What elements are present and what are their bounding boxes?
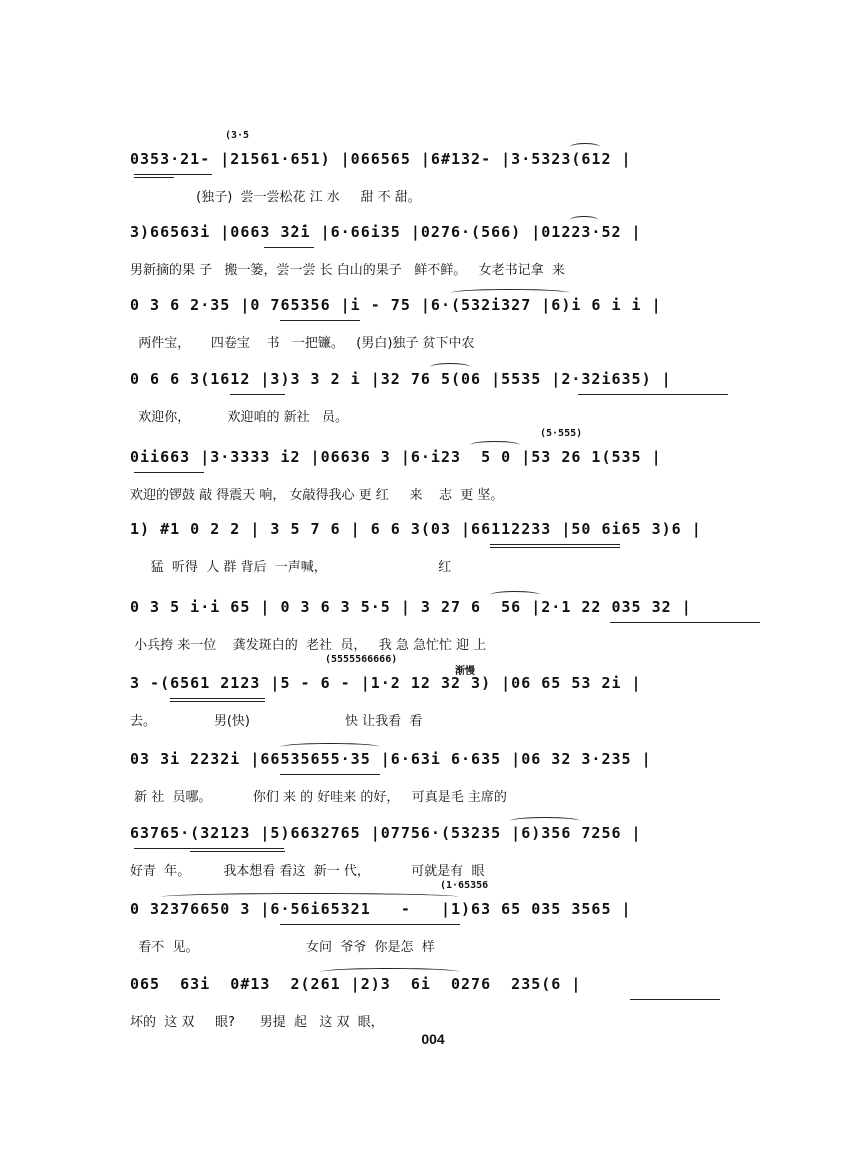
lyric-line: 欢迎你， 欢迎咱的 新社 员。 [130, 410, 348, 425]
score-system-12 [130, 975, 770, 1035]
page-number: 004 [421, 1031, 445, 1047]
notation-line: 3 -(6561 2123 |5 - 6 - |1·2 12 32 3) |06 65 53 2i | [130, 674, 642, 692]
beam-line [190, 851, 285, 852]
lyric-line: 欢迎的锣鼓 敲 得震天 响， 女敲得我心 更 红 来 志 更 坚。 [130, 488, 504, 503]
beam-line [170, 701, 265, 702]
notation-line: 065 63i 0#13 2(261 |2)3 6i 0276 235(6 | [130, 975, 582, 993]
score-system-10 [130, 824, 770, 884]
score-system-1 [130, 130, 770, 210]
notation-line: 0 3 5 i·i 65 | 0 3 6 3 5·5 | 3 27 6 56 |2·1 22 035 32 | [130, 598, 692, 616]
score-system-2 [130, 223, 770, 283]
lyric-line: 猛 听得 人 群 背后 一声喊， 红 [130, 560, 452, 575]
score-system-8 [130, 654, 770, 734]
notation-line: 0ii663 |3·3333 i2 |06636 3 |6·i23 5 0 |53 26 1(535 | [130, 448, 662, 466]
score-system-5 [130, 428, 770, 508]
system-1-annotation: (3·5 [225, 130, 250, 141]
score-system-6 [130, 520, 770, 580]
system-8-annotation: (5555566666) [325, 654, 398, 665]
notation-line: 1) #1 0 2 2 | 3 5 7 6 | 6 6 3(03 |66112233 |50 6i65 3)6 | [130, 520, 702, 538]
notation-line: 03 3i 2232i |66535655·35 |6·63i 6·635 |06 32 3·235 | [130, 750, 652, 768]
lyric-line: 看不 见。 女问 爷爷 你是怎 样 [130, 940, 435, 955]
score-system-9 [130, 750, 770, 810]
lyric-line: (独子) 尝一尝松花 江 水 甜 不 甜。 [130, 190, 421, 205]
system-8-tempo-mark: 渐慢 [455, 666, 475, 677]
score-system-7 [130, 598, 770, 658]
score-system-11 [130, 880, 770, 960]
lyric-line: 两件宝， 四卷宝 书 一把镰。 (男白)独子 贫下中农 [130, 336, 475, 351]
system-5-annotation: (5·555) [540, 428, 583, 439]
lyric-line: 好青 年。 我本想看 看这 新一 代， 可就是有 眼 [130, 864, 485, 879]
notation-line: 63765·(32123 |5)6632765 |07756·(53235 |6)356 7256 | [130, 824, 642, 842]
lyric-line: 男新摘的果 子 搬一篓，尝一尝 长 白山的果子 鲜不鲜。 女老书记拿 来 [130, 263, 565, 278]
lyric-line: 坏的 这 双 眼? 男提 起 这 双 眼， [130, 1015, 384, 1030]
system-11-annotation: (1·65356 [440, 880, 489, 891]
beam-line [134, 177, 174, 178]
lyric-line: 小兵挎 来一位 龚发斑白的 老社 员， 我 急 急忙忙 迎 上 [130, 638, 487, 653]
notation-line: 3)66563i |0663 3̇2̇i |6·66i35 |0276·(566) |01223·52 | [130, 223, 642, 241]
notation-line: 0 32376650 3 |6·56i65321 - |1)63 65 035 3565 | [130, 900, 632, 918]
lyric-line: 新 社 员哪。 你们 来 的 好哇来 的好， 可真是毛 主席的 [130, 790, 507, 805]
score-system-4 [130, 370, 770, 430]
beam-line [490, 547, 620, 548]
notation-line: 0 3 6 2·35 |0 765356 |i - 75 |6·(532i327 |6)i 6 i i | [130, 296, 662, 314]
score-system-3 [130, 296, 770, 356]
notation-line: 0 6 6 3(1612 |3)3 3 2 i |32 76 5(06 |5535 |2·32i635) | [130, 370, 672, 388]
lyric-line: 去。 男(快) 快 让我看 看 [130, 714, 423, 729]
notation-line: 0353·21- |21561·651) |066565 |6#132- |3·5323(612 | [130, 150, 632, 168]
